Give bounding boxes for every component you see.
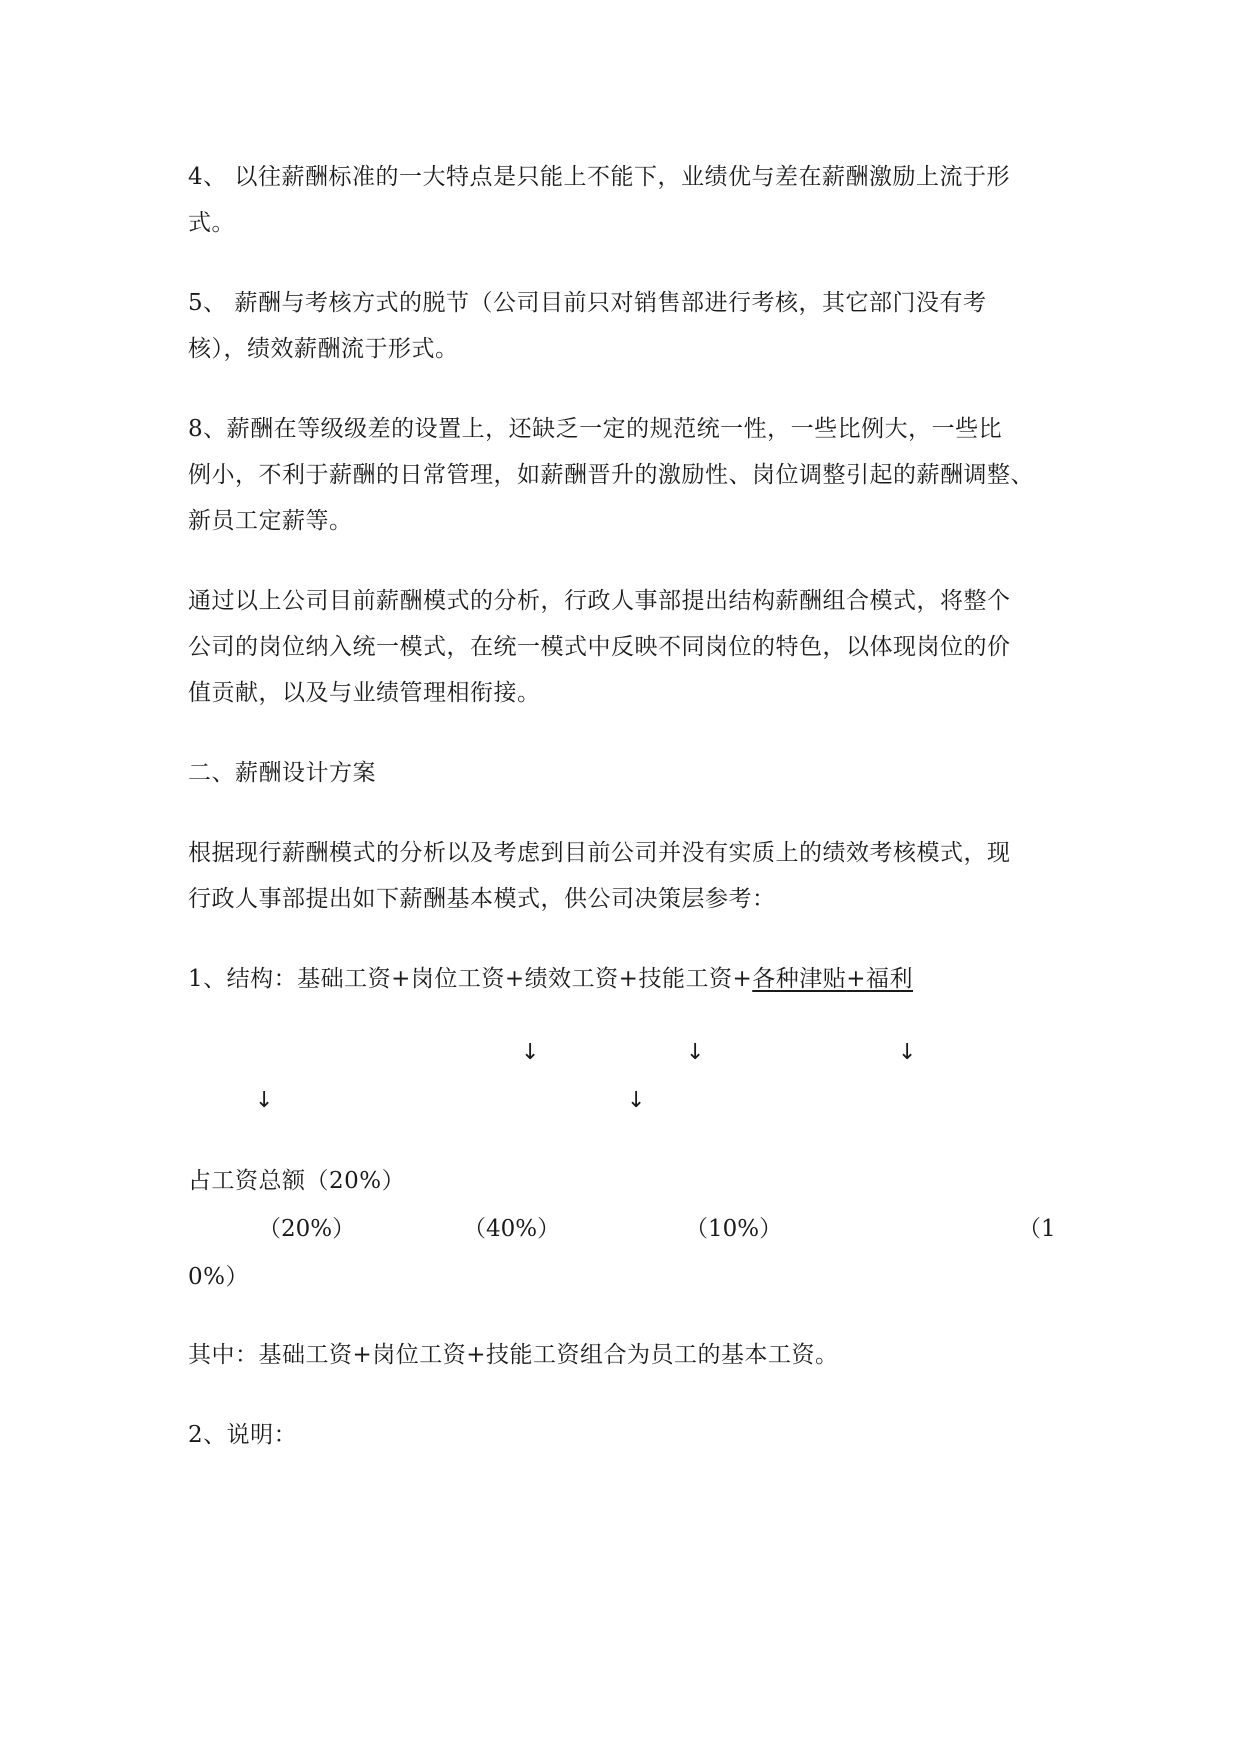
paragraph-4-line-2: 式。 [188, 210, 235, 236]
down-arrow-icon: ↓ [898, 1040, 917, 1065]
paragraph-8-line-3: 新员工定薪等。 [188, 508, 353, 534]
paragraph-5-line-2: 核），绩效薪酬流于形式。 [188, 336, 459, 362]
structure-allowances: 各种津贴 [752, 966, 847, 992]
down-arrow-icon: ↓ [255, 1088, 274, 1113]
explanation-heading: 2、说明： [188, 1422, 298, 1448]
paragraph-8-line-1: 8、薪酬在等级级差的设置上，还缺乏一定的规范统一性，一些比例大，一些比 [188, 416, 1003, 442]
analysis-line-3: 值贡献，以及与业绩管理相衔接。 [188, 680, 541, 706]
basis-line-1: 根据现行薪酬模式的分析以及考虑到目前公司并没有实质上的绩效考核模式，现 [188, 840, 1011, 866]
down-arrow-icon: ↓ [521, 1040, 540, 1065]
structure-plus: + [846, 966, 867, 992]
share-label: 占工资总额（20%） [188, 1168, 406, 1194]
share-percent-2: （40%） [463, 1216, 561, 1242]
basic-wage-note: 其中：基础工资+岗位工资+技能工资组合为员工的基本工资。 [188, 1342, 839, 1368]
basis-line-2: 行政人事部提出如下薪酬基本模式，供公司决策层参考： [188, 886, 776, 912]
paragraph-4-line-1: 4、 以往薪酬标准的一大特点是只能上不能下，业绩优与差在薪酬激励上流于形 [188, 164, 1010, 190]
analysis-line-2: 公司的岗位纳入统一模式，在统一模式中反映不同岗位的特色，以体现岗位的价 [188, 634, 1011, 660]
share-percent-3: （10%） [685, 1216, 783, 1242]
section-title: 二、薪酬设计方案 [188, 760, 376, 786]
structure-prefix: 1、结构：基础工资+岗位工资+绩效工资+技能工资+ [188, 966, 753, 992]
structure-line [188, 964, 913, 994]
share-percent-4-end: 0%） [188, 1264, 249, 1290]
down-arrow-icon: ↓ [686, 1040, 705, 1065]
share-percent-4-start: （1 [1018, 1216, 1056, 1242]
structure-benefits: 福利 [866, 966, 914, 992]
analysis-line-1: 通过以上公司目前薪酬模式的分析，行政人事部提出结构薪酬组合模式，将整个 [188, 588, 1011, 614]
share-percent-1: （20%） [258, 1216, 356, 1242]
paragraph-8-line-2: 例小，不利于薪酬的日常管理，如薪酬晋升的激励性、岗位调整引起的薪酬调整、 [188, 462, 1034, 488]
paragraph-5-line-1: 5、 薪酬与考核方式的脱节（公司目前只对销售部进行考核，其它部门没有考 [188, 290, 987, 316]
down-arrow-icon: ↓ [627, 1088, 646, 1113]
